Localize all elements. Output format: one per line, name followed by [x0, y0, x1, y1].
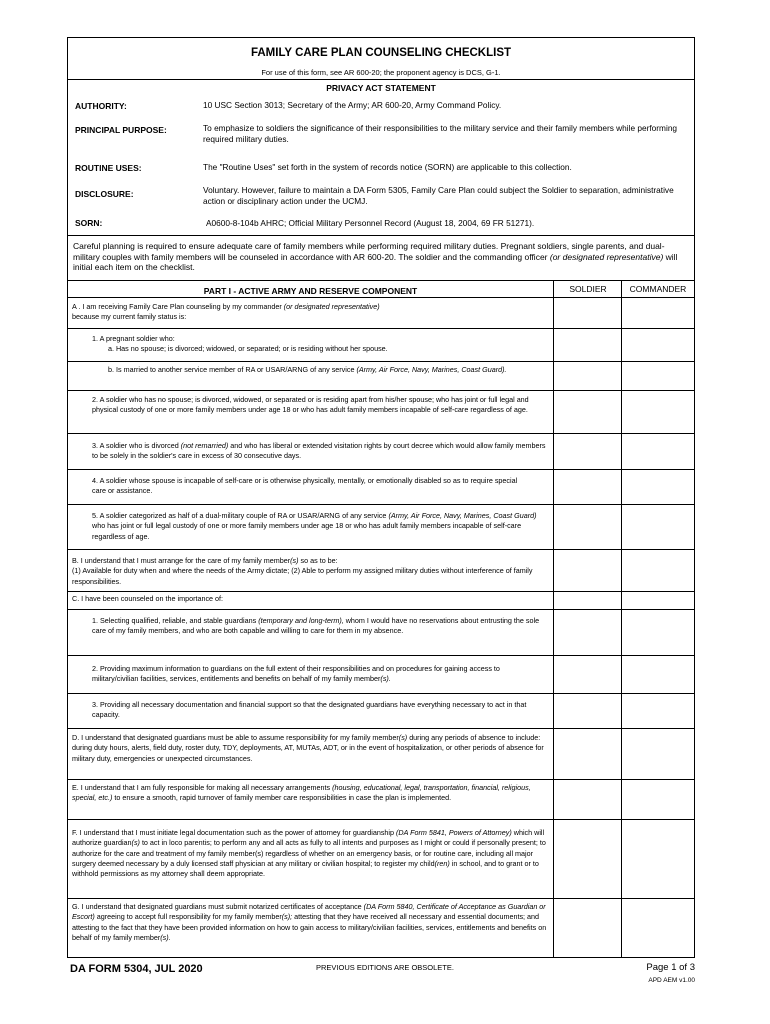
privacy-text-authority: 10 USC Section 3013; Secretary of the Army; AR 600-20, Army Command Policy.: [203, 100, 502, 110]
item-a5: 5. A soldier categorized as half of a dual-military couple of RA or USAR/ARNG of any service (Army, Air Force, Navy, Marines, Coast Guard) who has joint or full legal custody of one or more family members under age 18 or who has adult family members incapable of self-care regardless of age.: [92, 511, 537, 541]
row-divider: [68, 819, 694, 820]
apd-version: APD AEM v1.00: [648, 977, 695, 984]
item-a2: 2. A soldier who has no spouse; is divorced, widowed, or separated or is residing apart from his/her spouse; who has joint or full legal and physical custody of one or more family members under age 18 or who has adult family members incapable of self-care regardless of age.: [92, 395, 529, 415]
col-divider-commander: [621, 280, 622, 958]
col-header-soldier: SOLDIER: [569, 284, 607, 294]
item-c3: 3. Providing all necessary documentation and financial support so that the designated guardians have everything necessary to act in that capacity.: [92, 700, 527, 720]
privacy-text-purpose: To emphasize to soldiers the significance of their responsibilities to the military service and their family members while performing required military duties.: [203, 123, 678, 144]
item-c: C. I have been counseled on the importance of:: [72, 594, 224, 603]
item-a3: 3. A soldier who is divorced (not remarried) and who has liberal or extended visitation rights by court decree which would allow family members to be solely in the soldier's care in excess of 30 consecutive days.: [92, 441, 546, 461]
item-a-intro: A . I am receiving Family Care Plan counseling by my commander (or designated representative) because my current family status is:: [72, 302, 380, 322]
col-header-commander: COMMANDER: [629, 284, 687, 294]
row-divider: [68, 779, 694, 780]
divider: [68, 280, 694, 281]
item-a1b: b. Is married to another service member of RA or USAR/ARNG of any service (Army, Air Force, Navy, Marines, Coast Guard).: [108, 365, 507, 374]
item-c1: 1. Selecting qualified, reliable, and stable guardians (temporary and long-term), whom I would have no reservations about entrusting the sole care of my family members, and who are both capable and willing to care for them in my absence.: [92, 616, 540, 636]
row-divider: [68, 591, 694, 592]
row-divider: [68, 693, 694, 694]
divider: [68, 235, 694, 236]
privacy-label-purpose: PRINCIPAL PURPOSE:: [75, 125, 167, 135]
row-divider: [68, 549, 694, 550]
privacy-label-routine: ROUTINE USES:: [75, 163, 142, 173]
privacy-text-disclosure: Voluntary. However, failure to maintain a DA Form 5305, Family Care Plan could subject the Soldier to separation, administrative action or disciplinary action under the UCMJ.: [203, 185, 674, 206]
row-divider: [68, 609, 694, 610]
privacy-label-disclosure: DISCLOSURE:: [75, 189, 134, 199]
obsolete-notice: PREVIOUS EDITIONS ARE OBSOLETE.: [316, 963, 454, 972]
form-frame: [67, 37, 695, 958]
row-divider: [68, 504, 694, 505]
page-number: Page 1 of 3: [646, 962, 695, 973]
privacy-text-sorn: A0600-8-104b AHRC; Official Military Personnel Record (August 18, 2004, 69 FR 51271).: [206, 218, 535, 228]
row-divider: [68, 469, 694, 470]
item-d: D. I understand that designated guardians must be able to assume responsibility for my family member(s) during any periods of absence to include: during duty hours, alerts, field duty, roster duty, TDY, deployments, AT, MUTAs, ADT, or in the event of hospitalization, or other periods of absence for military duty, emergencies or unexpected circumstances.: [72, 733, 544, 763]
intro-paragraph: Careful planning is required to ensure adequate care of family members while performing required military duties. Pregnant soldiers, single parents, and dual-military couples with family members will be counseled in accordance with AR 600-20. The soldier and the commanding officer (or designated representative) will initial each item on the checklist.: [73, 241, 678, 272]
part-title: PART I - ACTIVE ARMY AND RESERVE COMPONENT: [203, 286, 418, 296]
privacy-label-authority: AUTHORITY:: [75, 101, 127, 111]
item-g: G. I understand that designated guardians must submit notarized certificates of acceptance (DA Form 5840, Certificate of Acceptance as Guardian or Escort) agreeing to accept full responsibility for my family member(s); attesting that they have received all necessary and essential documents; and attesting to the fact that they have been provided information on how to gain access to military/civilian facilities, services, entitlements and benefits on behalf of my family member(s).: [72, 902, 547, 942]
form-title: FAMILY CARE PLAN COUNSELING CHECKLIST: [250, 47, 512, 59]
item-c2: 2. Providing maximum information to guardians on the full extent of their responsibilities and on procedures for gaining access to military/civilian facilities, services, entitlements and benefits on behalf of my family member(s).: [92, 664, 500, 684]
row-divider: [68, 655, 694, 656]
row-divider: [68, 433, 694, 434]
divider: [68, 79, 694, 80]
item-b: B. I understand that I must arrange for the care of my family member(s) so as to be: (1) Available for duty when and where the needs of the Army dictate; (2) Able to perform my assigned military duties without interference of family responsibilities.: [72, 556, 533, 586]
row-divider: [68, 728, 694, 729]
privacy-text-routine: The "Routine Uses" set forth in the system of records notice (SORN) are applicable to this collection.: [203, 162, 572, 172]
col-divider-soldier: [553, 280, 554, 958]
item-a1: 1. A pregnant soldier who: a. Has no spouse; is divorced; widowed, or separated; or is residing without her spouse.: [92, 334, 388, 354]
row-divider: [68, 898, 694, 899]
item-e: E. I understand that I am fully responsible for making all necessary arrangements (housing, educational, legal, transportation, financial, religious, special, etc.) to ensure a smooth, rapid turnover of family member care responsibilities in case the plan is implemented.: [72, 783, 531, 803]
item-f: F. I understand that I must initiate legal documentation such as the power of attorney for guardianship (DA Form 5841, Powers of Attorney) which will authorize guardian(s) to act in loco parentis; to perform any and all acts as fully to all intents and purposes as I might or could if personally present; to authorize for the care and treatment of my family member(s) regardless of whether on an emergency basis, or for routine care, including all major surgery deemed necessary by a duly licensed staff physician at any military or civilian hospital; to register my child(ren) in school, and to grant or to withhold permissions as my attorney shall deem appropriate.: [72, 828, 546, 879]
privacy-heading: PRIVACY ACT STATEMENT: [326, 83, 436, 93]
row-divider: [68, 361, 694, 362]
row-divider: [68, 390, 694, 391]
form-subtitle: For use of this form, see AR 600-20; the proponent agency is DCS, G-1.: [261, 68, 501, 77]
privacy-label-sorn: SORN:: [75, 218, 103, 228]
item-a4: 4. A soldier whose spouse is incapable of self-care or is otherwise physically, mentally, or emotionally disabled so as to require special care or assistance.: [92, 476, 518, 496]
row-divider: [68, 328, 694, 329]
form-number: DA FORM 5304, JUL 2020: [70, 963, 203, 975]
divider: [68, 297, 694, 298]
